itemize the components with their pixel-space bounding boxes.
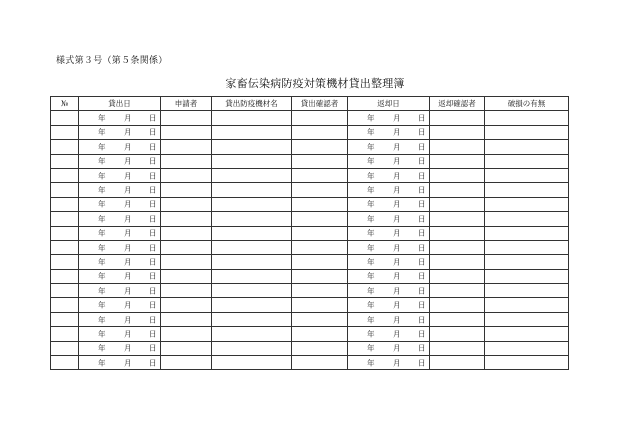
applicant-cell[interactable] [161, 183, 212, 197]
date-year-unit: 年 [98, 170, 106, 180]
date-year-unit: 年 [98, 142, 106, 152]
date-month-unit: 月 [124, 242, 132, 252]
lending-checker-cell[interactable] [292, 327, 348, 341]
table-row [51, 298, 569, 312]
form-number-label: 様式第３号（第５条関係） [56, 56, 168, 66]
date-year-unit: 年 [367, 343, 375, 353]
return-checker-cell[interactable] [430, 269, 485, 283]
date-year-unit: 年 [367, 329, 375, 339]
applicant-cell[interactable] [161, 226, 212, 240]
number-cell[interactable] [51, 284, 79, 298]
return-checker-cell[interactable] [430, 240, 485, 254]
lending-date-cell[interactable] [79, 125, 161, 139]
date-day-unit: 日 [418, 242, 426, 252]
return-date-cell[interactable] [348, 284, 430, 298]
damage-cell[interactable] [485, 197, 569, 211]
applicant-cell[interactable] [161, 197, 212, 211]
damage-cell[interactable] [485, 140, 569, 154]
lending-checker-cell[interactable] [292, 269, 348, 283]
lending-checker-cell[interactable] [292, 111, 348, 125]
equipment-name-cell[interactable] [212, 298, 292, 312]
date-year-unit: 年 [98, 357, 106, 367]
lending-checker-cell[interactable] [292, 197, 348, 211]
date-month-unit: 月 [393, 185, 401, 195]
return-date-cell[interactable] [348, 168, 430, 182]
table-row [51, 226, 569, 240]
lending-date-cell[interactable] [79, 255, 161, 269]
date-year-unit: 年 [98, 185, 106, 195]
return-checker-cell[interactable] [430, 140, 485, 154]
return-checker-cell[interactable] [430, 168, 485, 182]
lending-checker-cell[interactable] [292, 183, 348, 197]
col-header-return-checker: 返却確認者 [430, 97, 485, 111]
return-date-cell[interactable] [348, 197, 430, 211]
table-row [51, 212, 569, 226]
lending-checker-cell[interactable] [292, 298, 348, 312]
lending-date-cell[interactable] [79, 212, 161, 226]
col-header-lending-checker: 貸出確認者 [292, 97, 348, 111]
date-day-unit: 日 [149, 271, 157, 281]
table-row [51, 284, 569, 298]
return-checker-cell[interactable] [430, 341, 485, 355]
lending-date-cell[interactable] [79, 284, 161, 298]
date-year-unit: 年 [367, 286, 375, 296]
date-day-unit: 日 [418, 286, 426, 296]
damage-cell[interactable] [485, 240, 569, 254]
date-day-unit: 日 [418, 127, 426, 137]
lending-date-cell[interactable] [79, 183, 161, 197]
date-year-unit: 年 [367, 214, 375, 224]
table-row [51, 327, 569, 341]
number-cell[interactable] [51, 197, 79, 211]
return-checker-cell[interactable] [430, 298, 485, 312]
date-day-unit: 日 [149, 357, 157, 367]
lending-register-table [50, 96, 569, 370]
number-cell[interactable] [51, 111, 79, 125]
return-date-cell[interactable] [348, 183, 430, 197]
lending-date-cell[interactable] [79, 356, 161, 370]
date-day-unit: 日 [418, 228, 426, 238]
date-day-unit: 日 [149, 142, 157, 152]
equipment-name-cell[interactable] [212, 269, 292, 283]
damage-cell[interactable] [485, 312, 569, 326]
date-day-unit: 日 [418, 214, 426, 224]
applicant-cell[interactable] [161, 154, 212, 168]
lending-checker-cell[interactable] [292, 212, 348, 226]
damage-cell[interactable] [485, 298, 569, 312]
date-year-unit: 年 [367, 300, 375, 310]
date-year-unit: 年 [367, 199, 375, 209]
date-month-unit: 月 [393, 170, 401, 180]
applicant-cell[interactable] [161, 341, 212, 355]
equipment-name-cell[interactable] [212, 255, 292, 269]
table-body [51, 111, 569, 370]
applicant-cell[interactable] [161, 212, 212, 226]
lending-date-cell[interactable] [79, 154, 161, 168]
lending-date-cell[interactable] [79, 111, 161, 125]
return-date-cell[interactable] [348, 140, 430, 154]
table-row [51, 168, 569, 182]
col-header-equipment-name: 貸出防疫機材名 [212, 97, 292, 111]
table-row [51, 356, 569, 370]
damage-cell[interactable] [485, 284, 569, 298]
date-year-unit: 年 [98, 156, 106, 166]
return-date-cell[interactable] [348, 226, 430, 240]
date-year-unit: 年 [98, 113, 106, 123]
date-year-unit: 年 [367, 113, 375, 123]
date-month-unit: 月 [393, 329, 401, 339]
date-year-unit: 年 [367, 127, 375, 137]
lending-checker-cell[interactable] [292, 255, 348, 269]
return-date-cell[interactable] [348, 312, 430, 326]
date-day-unit: 日 [418, 113, 426, 123]
return-date-cell[interactable] [348, 341, 430, 355]
applicant-cell[interactable] [161, 269, 212, 283]
lending-checker-cell[interactable] [292, 140, 348, 154]
date-month-unit: 月 [393, 142, 401, 152]
lending-date-cell[interactable] [79, 269, 161, 283]
return-checker-cell[interactable] [430, 327, 485, 341]
date-month-unit: 月 [393, 113, 401, 123]
applicant-cell[interactable] [161, 168, 212, 182]
return-checker-cell[interactable] [430, 197, 485, 211]
lending-date-cell[interactable] [79, 240, 161, 254]
return-checker-cell[interactable] [430, 312, 485, 326]
return-checker-cell[interactable] [430, 356, 485, 370]
col-header-applicant: 申請者 [161, 97, 212, 111]
date-month-unit: 月 [124, 343, 132, 353]
table-row [51, 269, 569, 283]
date-day-unit: 日 [418, 156, 426, 166]
date-year-unit: 年 [98, 257, 106, 267]
return-date-cell[interactable] [348, 240, 430, 254]
header-row [51, 97, 569, 111]
date-day-unit: 日 [149, 329, 157, 339]
date-day-unit: 日 [149, 170, 157, 180]
date-month-unit: 月 [124, 214, 132, 224]
table-row [51, 140, 569, 154]
date-day-unit: 日 [149, 199, 157, 209]
return-date-cell[interactable] [348, 356, 430, 370]
applicant-cell[interactable] [161, 111, 212, 125]
date-day-unit: 日 [149, 257, 157, 267]
equipment-name-cell[interactable] [212, 212, 292, 226]
table-row [51, 183, 569, 197]
number-cell[interactable] [51, 226, 79, 240]
date-day-unit: 日 [149, 214, 157, 224]
return-date-cell[interactable] [348, 154, 430, 168]
damage-cell[interactable] [485, 212, 569, 226]
date-year-unit: 年 [98, 242, 106, 252]
date-day-unit: 日 [418, 271, 426, 281]
date-day-unit: 日 [418, 257, 426, 267]
date-month-unit: 月 [124, 271, 132, 281]
col-header-damage: 破損の有無 [485, 97, 569, 111]
table-row [51, 197, 569, 211]
equipment-name-cell[interactable] [212, 284, 292, 298]
date-year-unit: 年 [367, 170, 375, 180]
number-cell[interactable] [51, 168, 79, 182]
date-year-unit: 年 [98, 214, 106, 224]
date-month-unit: 月 [124, 314, 132, 324]
applicant-cell[interactable] [161, 298, 212, 312]
lending-checker-cell[interactable] [292, 125, 348, 139]
date-month-unit: 月 [393, 357, 401, 367]
lending-date-cell[interactable] [79, 168, 161, 182]
date-day-unit: 日 [149, 242, 157, 252]
number-cell[interactable] [51, 327, 79, 341]
return-checker-cell[interactable] [430, 125, 485, 139]
applicant-cell[interactable] [161, 327, 212, 341]
date-day-unit: 日 [149, 228, 157, 238]
date-month-unit: 月 [124, 199, 132, 209]
damage-cell[interactable] [485, 356, 569, 370]
equipment-name-cell[interactable] [212, 111, 292, 125]
return-date-cell[interactable] [348, 255, 430, 269]
damage-cell[interactable] [485, 183, 569, 197]
lending-checker-cell[interactable] [292, 168, 348, 182]
date-month-unit: 月 [393, 242, 401, 252]
date-month-unit: 月 [124, 286, 132, 296]
table-row [51, 154, 569, 168]
equipment-name-cell[interactable] [212, 125, 292, 139]
date-month-unit: 月 [393, 286, 401, 296]
date-year-unit: 年 [367, 142, 375, 152]
lending-checker-cell[interactable] [292, 341, 348, 355]
date-day-unit: 日 [149, 113, 157, 123]
date-month-unit: 月 [393, 127, 401, 137]
damage-cell[interactable] [485, 341, 569, 355]
date-month-unit: 月 [393, 300, 401, 310]
number-cell[interactable] [51, 341, 79, 355]
date-day-unit: 日 [149, 286, 157, 296]
lending-date-cell[interactable] [79, 197, 161, 211]
date-year-unit: 年 [98, 127, 106, 137]
equipment-name-cell[interactable] [212, 197, 292, 211]
return-date-cell[interactable] [348, 111, 430, 125]
damage-cell[interactable] [485, 125, 569, 139]
date-day-unit: 日 [149, 185, 157, 195]
date-day-unit: 日 [418, 314, 426, 324]
table-row [51, 125, 569, 139]
damage-cell[interactable] [485, 226, 569, 240]
number-cell[interactable] [51, 240, 79, 254]
date-month-unit: 月 [124, 185, 132, 195]
applicant-cell[interactable] [161, 356, 212, 370]
date-day-unit: 日 [418, 142, 426, 152]
date-day-unit: 日 [418, 199, 426, 209]
date-month-unit: 月 [124, 228, 132, 238]
damage-cell[interactable] [485, 168, 569, 182]
date-day-unit: 日 [418, 343, 426, 353]
date-month-unit: 月 [124, 357, 132, 367]
date-month-unit: 月 [124, 113, 132, 123]
number-cell[interactable] [51, 356, 79, 370]
equipment-name-cell[interactable] [212, 154, 292, 168]
equipment-name-cell[interactable] [212, 327, 292, 341]
lending-checker-cell[interactable] [292, 154, 348, 168]
number-cell[interactable] [51, 183, 79, 197]
damage-cell[interactable] [485, 154, 569, 168]
return-date-cell[interactable] [348, 212, 430, 226]
date-day-unit: 日 [149, 127, 157, 137]
date-month-unit: 月 [393, 314, 401, 324]
date-month-unit: 月 [393, 271, 401, 281]
date-year-unit: 年 [98, 329, 106, 339]
date-month-unit: 月 [393, 228, 401, 238]
equipment-name-cell[interactable] [212, 140, 292, 154]
applicant-cell[interactable] [161, 312, 212, 326]
date-year-unit: 年 [367, 357, 375, 367]
date-year-unit: 年 [367, 156, 375, 166]
lending-date-cell[interactable] [79, 327, 161, 341]
document-title: 家畜伝染病防疫対策機材貸出整理簿 [225, 77, 405, 90]
return-date-cell[interactable] [348, 327, 430, 341]
lending-checker-cell[interactable] [292, 284, 348, 298]
lending-date-cell[interactable] [79, 140, 161, 154]
equipment-name-cell[interactable] [212, 183, 292, 197]
date-year-unit: 年 [367, 314, 375, 324]
lending-date-cell[interactable] [79, 226, 161, 240]
col-header-number: № [51, 97, 79, 111]
applicant-cell[interactable] [161, 125, 212, 139]
damage-cell[interactable] [485, 269, 569, 283]
date-day-unit: 日 [149, 300, 157, 310]
lending-checker-cell[interactable] [292, 226, 348, 240]
lending-date-cell[interactable] [79, 312, 161, 326]
date-month-unit: 月 [393, 156, 401, 166]
table-row [51, 111, 569, 125]
number-cell[interactable] [51, 312, 79, 326]
equipment-name-cell[interactable] [212, 240, 292, 254]
applicant-cell[interactable] [161, 284, 212, 298]
date-year-unit: 年 [98, 286, 106, 296]
damage-cell[interactable] [485, 255, 569, 269]
return-checker-cell[interactable] [430, 183, 485, 197]
date-month-unit: 月 [124, 257, 132, 267]
return-checker-cell[interactable] [430, 255, 485, 269]
date-year-unit: 年 [98, 300, 106, 310]
applicant-cell[interactable] [161, 255, 212, 269]
number-cell[interactable] [51, 269, 79, 283]
date-day-unit: 日 [149, 314, 157, 324]
lending-checker-cell[interactable] [292, 356, 348, 370]
equipment-name-cell[interactable] [212, 168, 292, 182]
return-checker-cell[interactable] [430, 226, 485, 240]
return-date-cell[interactable] [348, 125, 430, 139]
equipment-name-cell[interactable] [212, 226, 292, 240]
damage-cell[interactable] [485, 111, 569, 125]
lending-checker-cell[interactable] [292, 240, 348, 254]
date-day-unit: 日 [418, 185, 426, 195]
number-cell[interactable] [51, 154, 79, 168]
return-date-cell[interactable] [348, 269, 430, 283]
return-checker-cell[interactable] [430, 212, 485, 226]
damage-cell[interactable] [485, 327, 569, 341]
table-row [51, 240, 569, 254]
date-day-unit: 日 [418, 300, 426, 310]
date-year-unit: 年 [98, 271, 106, 281]
return-date-cell[interactable] [348, 298, 430, 312]
return-checker-cell[interactable] [430, 284, 485, 298]
table-row [51, 255, 569, 269]
table-row [51, 341, 569, 355]
date-month-unit: 月 [393, 257, 401, 267]
date-year-unit: 年 [98, 343, 106, 353]
lending-date-cell[interactable] [79, 298, 161, 312]
number-cell[interactable] [51, 212, 79, 226]
date-year-unit: 年 [367, 257, 375, 267]
lending-checker-cell[interactable] [292, 312, 348, 326]
applicant-cell[interactable] [161, 240, 212, 254]
number-cell[interactable] [51, 255, 79, 269]
equipment-name-cell[interactable] [212, 356, 292, 370]
date-year-unit: 年 [367, 185, 375, 195]
date-year-unit: 年 [367, 271, 375, 281]
equipment-name-cell[interactable] [212, 341, 292, 355]
date-day-unit: 日 [418, 329, 426, 339]
date-year-unit: 年 [98, 228, 106, 238]
number-cell[interactable] [51, 125, 79, 139]
date-month-unit: 月 [393, 199, 401, 209]
date-day-unit: 日 [418, 357, 426, 367]
return-checker-cell[interactable] [430, 111, 485, 125]
date-month-unit: 月 [124, 300, 132, 310]
date-month-unit: 月 [124, 142, 132, 152]
return-checker-cell[interactable] [430, 154, 485, 168]
lending-date-cell[interactable] [79, 341, 161, 355]
date-day-unit: 日 [418, 170, 426, 180]
date-year-unit: 年 [98, 199, 106, 209]
equipment-name-cell[interactable] [212, 312, 292, 326]
number-cell[interactable] [51, 298, 79, 312]
date-month-unit: 月 [124, 329, 132, 339]
date-year-unit: 年 [367, 242, 375, 252]
date-month-unit: 月 [393, 343, 401, 353]
date-month-unit: 月 [393, 214, 401, 224]
col-header-lending-date: 貸出日 [79, 97, 161, 111]
date-day-unit: 日 [149, 156, 157, 166]
date-year-unit: 年 [98, 314, 106, 324]
date-month-unit: 月 [124, 156, 132, 166]
date-month-unit: 月 [124, 170, 132, 180]
date-year-unit: 年 [367, 228, 375, 238]
applicant-cell[interactable] [161, 140, 212, 154]
number-cell[interactable] [51, 140, 79, 154]
date-day-unit: 日 [149, 343, 157, 353]
date-month-unit: 月 [124, 127, 132, 137]
col-header-return-date: 返却日 [348, 97, 430, 111]
table-row [51, 312, 569, 326]
